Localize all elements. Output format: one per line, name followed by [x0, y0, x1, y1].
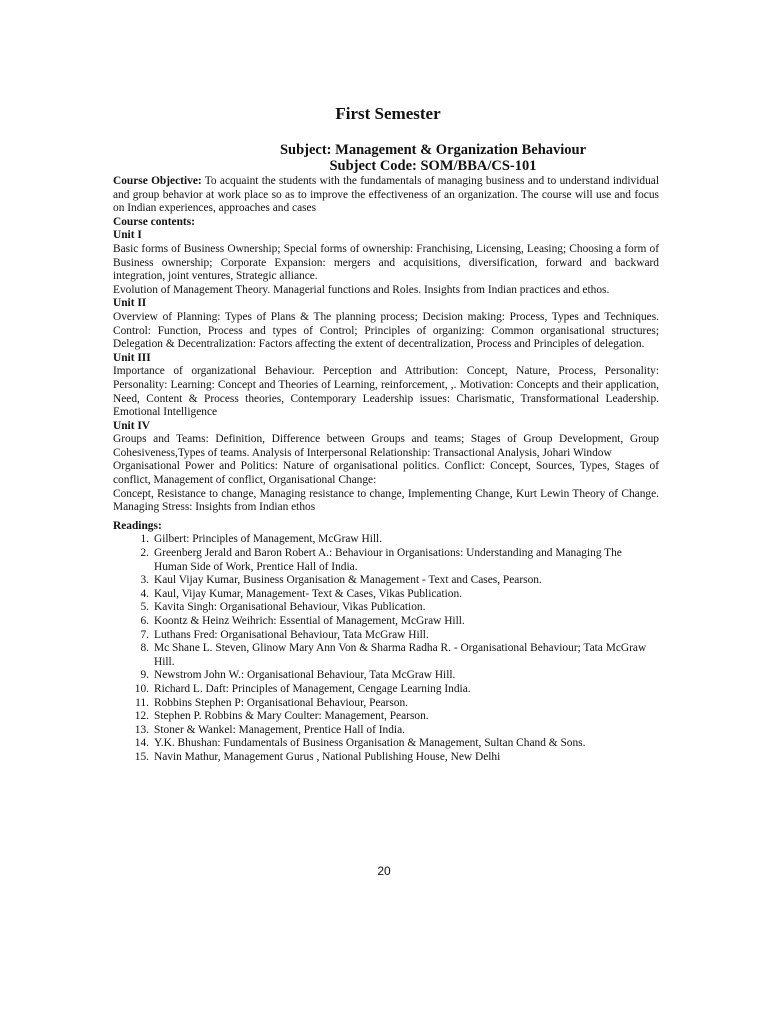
- reading-number: 15.: [134, 750, 149, 763]
- course-objective-label: Course Objective:: [113, 175, 202, 187]
- reading-number: 11.: [135, 696, 149, 709]
- reading-item: [113, 574, 659, 588]
- reading-item: [113, 547, 659, 574]
- readings-list: [113, 533, 659, 764]
- reading-item: [113, 697, 659, 711]
- reading-text: Kaul, Vijay Kumar, Management- Text & Cases, Vikas Publication.: [154, 587, 463, 600]
- course-objective: [113, 175, 659, 216]
- reading-text: Kavita Singh: Organisational Behaviour, Vikas Publication.: [154, 601, 426, 614]
- reading-item: [113, 588, 659, 602]
- reading-text: Koontz & Heinz Weihrich: Essential of Management, McGraw Hill.: [154, 615, 465, 627]
- unit-paragraph: Organisational Power and Politics: Nature of organisational politics. Conflict: Concept, Sources, Types, Stages of conflict, Management of conflict, Organisational Change:: [113, 460, 659, 487]
- reading-item: [113, 751, 659, 765]
- page-number: 20: [377, 864, 391, 878]
- reading-item: [113, 737, 659, 751]
- reading-text: Kaul Vijay Kumar, Business Organisation & Management - Text and Cases, Pearson.: [154, 574, 542, 587]
- unit-paragraph: Evolution of Management Theory. Managerial functions and Roles. Insights from Indian practices and ethos.: [113, 283, 610, 296]
- reading-item: [113, 669, 659, 683]
- readings-label: Readings:: [113, 519, 162, 532]
- page-title: First Semester: [335, 104, 441, 123]
- reading-item: [113, 601, 659, 615]
- reading-text: Navin Mathur, Management Gurus , National Publishing House, New Delhi: [154, 750, 501, 763]
- reading-text: Richard L. Daft: Principles of Management, Cengage Learning India.: [154, 682, 471, 695]
- unit-heading: Unit I: [113, 229, 142, 242]
- reading-number: 12.: [134, 710, 149, 723]
- unit-section: [113, 352, 659, 420]
- unit-heading: Unit II: [113, 297, 147, 310]
- reading-number: 3.: [140, 574, 149, 587]
- reading-item: [113, 629, 659, 643]
- unit-section: [113, 420, 659, 515]
- subject-line: Subject: Management & Organization Behaviour: [279, 142, 587, 158]
- subject-header: [0, 142, 768, 174]
- subject-code: Subject Code: SOM/BBA/CS-101: [329, 158, 537, 174]
- reading-number: 9.: [140, 669, 149, 682]
- reading-text: Greenberg Jerald and Baron Robert A.: Behaviour in Organisations: Understanding and Managing The Human Side of Work, Prentice Hall of India.: [154, 547, 622, 573]
- reading-item: [113, 724, 659, 738]
- reading-number: 14.: [134, 737, 149, 750]
- reading-number: 7.: [140, 628, 149, 641]
- reading-number: 8.: [140, 642, 149, 655]
- reading-text: Gilbert: Principles of Management, McGraw Hill.: [154, 533, 383, 546]
- reading-text: Y.K. Bhushan: Fundamentals of Business Organisation & Management, Sultan Chand & Sons.: [154, 737, 586, 750]
- course-content: [113, 175, 659, 765]
- reading-number: 10.: [134, 682, 149, 695]
- reading-text: Stoner & Wankel: Management, Prentice Hall of India.: [154, 723, 405, 736]
- unit-paragraph: Overview of Planning: Types of Plans & The planning process; Decision making: Process, Types and Techniques. Control: Function, Process and types of Control; Principles of organizing: Common organisational structures; Delegation & Decentralization: Factors affecting the extent of decentralization, Process and Principles of delegation.: [113, 310, 659, 351]
- reading-text: Newstrom John W.: Organisational Behaviour, Tata McGraw Hill.: [154, 669, 456, 682]
- unit-paragraph: Basic forms of Business Ownership; Special forms of ownership: Franchising, Licensing, Leasing; Choosing a form of Business ownership; Corporate Expansion: mergers and acquisitions, diversification, forward and backward integration, joint ventures, Strategic alliance.: [113, 242, 659, 283]
- reading-number: 2.: [140, 547, 149, 560]
- reading-number: 6.: [140, 615, 149, 627]
- reading-number: 4.: [140, 587, 149, 600]
- course-objective-text: To acquaint the students with the fundamentals of managing business and to understand individual and group behavior at work place so as to improve the effectiveness of an organization. The course will use and focus on Indian experiences, approaches and cases: [113, 175, 660, 215]
- course-contents-label: Course contents:: [113, 215, 195, 228]
- unit-paragraph: Concept, Resistance to change, Managing resistance to change, Implementing Change, Kurt Lewin Theory of Change. Managing Stress: Insights from Indian ethos: [113, 487, 659, 514]
- unit-heading: Unit III: [113, 351, 151, 364]
- reading-number: 13.: [134, 723, 149, 736]
- reading-item: [113, 533, 659, 547]
- reading-number: 5.: [140, 601, 149, 614]
- unit-heading: Unit IV: [113, 419, 151, 432]
- unit-section: [113, 229, 659, 297]
- unit-paragraph: Importance of organizational Behaviour. Perception and Attribution: Concept, Nature, Process, Personality: Personality: Learning: Concept and Theories of Learning, reinforcement, ,. Motivation: Concepts and their application, Need, Content & Process theories, Contemporary Leadership issues: Charismatic, Transformational Leadership. Emotional Intelligence: [113, 365, 659, 419]
- reading-text: Mc Shane L. Steven, Glinow Mary Ann Von & Sharma Radha R. - Organisational Behaviour; Tata McGraw Hill.: [154, 642, 647, 668]
- unit-section: [113, 297, 659, 351]
- reading-text: Stephen P. Robbins & Mary Coulter: Management, Pearson.: [154, 710, 429, 723]
- reading-item: [113, 615, 659, 629]
- reading-item: [113, 710, 659, 724]
- reading-item: [113, 683, 659, 697]
- unit-paragraph: Groups and Teams: Definition, Difference between Groups and teams; Stages of Group Development, Group Cohesiveness,Types of teams. Analysis of Interpersonal Relationship: Transactional Analysis, Johari Window: [113, 433, 659, 459]
- reading-number: 1.: [140, 533, 149, 546]
- reading-item: [113, 642, 659, 669]
- reading-text: Robbins Stephen P: Organisational Behaviour, Pearson.: [154, 696, 409, 709]
- reading-text: Luthans Fred: Organisational Behaviour, Tata McGraw Hill.: [154, 628, 429, 641]
